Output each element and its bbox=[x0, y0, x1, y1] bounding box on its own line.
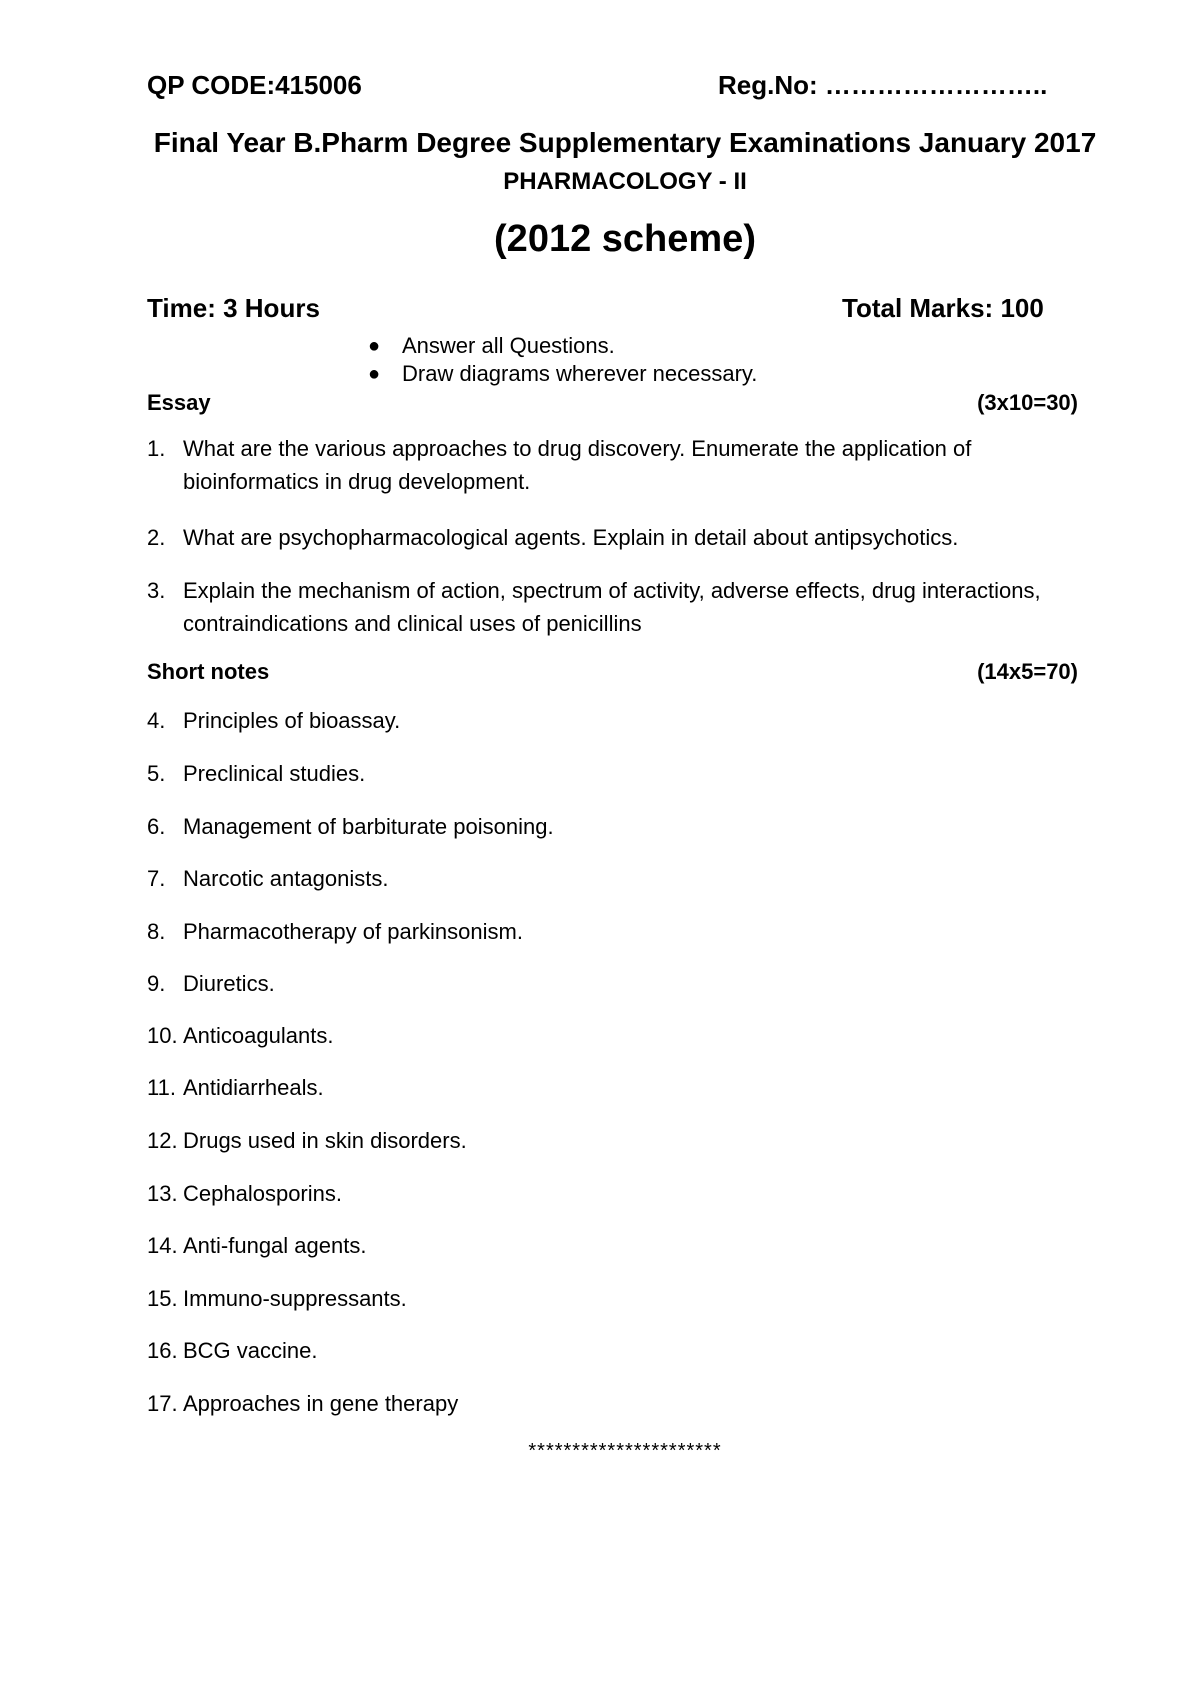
question-text: Pharmacotherapy of parkinsonism. bbox=[183, 919, 523, 944]
question-text: Explain the mechanism of action, spectrum of activity, adverse effects, drug interactions, contraindications and clinical uses of penicillins bbox=[183, 578, 1041, 636]
question-text: Narcotic antagonists. bbox=[183, 866, 389, 891]
essay-heading: Essay bbox=[147, 390, 211, 415]
question-number: 1. bbox=[147, 436, 166, 461]
question-number: 7. bbox=[147, 866, 166, 891]
question-text: Immuno-suppressants. bbox=[183, 1286, 407, 1311]
question-text: Approaches in gene therapy bbox=[183, 1391, 459, 1416]
question-number: 11. bbox=[147, 1075, 176, 1100]
question-number: 10. bbox=[147, 1023, 178, 1048]
question-text: Preclinical studies. bbox=[183, 761, 366, 786]
question-text: Principles of bioassay. bbox=[183, 708, 401, 733]
exam-title: Final Year B.Pharm Degree Supplementary Examinations January 2017 bbox=[153, 127, 1097, 158]
question-number: 8. bbox=[147, 919, 166, 944]
question-text: Cephalosporins. bbox=[183, 1181, 342, 1206]
question-text: Drugs used in skin disorders. bbox=[183, 1128, 467, 1153]
instruction-text: Answer all Questions. bbox=[402, 333, 615, 358]
bullet-icon: ● bbox=[368, 363, 381, 385]
instruction-text: Draw diagrams wherever necessary. bbox=[402, 361, 758, 386]
question-number: 14. bbox=[147, 1233, 178, 1258]
question-text: Anti-fungal agents. bbox=[183, 1233, 367, 1258]
question-number: 16. bbox=[147, 1338, 178, 1363]
question-text: What are psychopharmacological agents. Explain in detail about antipsychotics. bbox=[183, 525, 959, 550]
question-number: 6. bbox=[147, 814, 166, 839]
question-number: 17. bbox=[147, 1391, 178, 1416]
exam-duration: Time: 3 Hours bbox=[147, 293, 320, 323]
question-number: 13. bbox=[147, 1181, 178, 1206]
scheme-title: (2012 scheme) bbox=[494, 218, 756, 260]
question-text: Antidiarrheals. bbox=[183, 1075, 324, 1100]
question-text: Management of barbiturate poisoning. bbox=[183, 814, 554, 839]
question-number: 15. bbox=[147, 1286, 178, 1311]
registration-number-field: Reg.No: …………………….. bbox=[718, 70, 1048, 100]
short-notes-heading: Short notes bbox=[147, 659, 270, 684]
subject-title: PHARMACOLOGY - II bbox=[503, 168, 747, 195]
short-notes-marks: (14x5=70) bbox=[977, 659, 1078, 684]
question-number: 2. bbox=[147, 525, 166, 550]
question-number: 3. bbox=[147, 578, 166, 603]
question-number: 5. bbox=[147, 761, 166, 786]
qp-code: QP CODE:415006 bbox=[147, 70, 362, 100]
question-text: Anticoagulants. bbox=[183, 1023, 334, 1048]
end-of-paper-marker: ********************** bbox=[528, 1440, 722, 1462]
question-text: What are the various approaches to drug discovery. Enumerate the application of bioinformatics in drug development. bbox=[183, 436, 972, 494]
question-text: BCG vaccine. bbox=[183, 1338, 318, 1363]
question-text: Diuretics. bbox=[183, 971, 275, 996]
question-number: 12. bbox=[147, 1128, 178, 1153]
question-number: 9. bbox=[147, 971, 166, 996]
total-marks: Total Marks: 100 bbox=[842, 293, 1044, 323]
essay-marks: (3x10=30) bbox=[977, 390, 1078, 415]
question-number: 4. bbox=[147, 708, 166, 733]
bullet-icon: ● bbox=[368, 335, 381, 357]
